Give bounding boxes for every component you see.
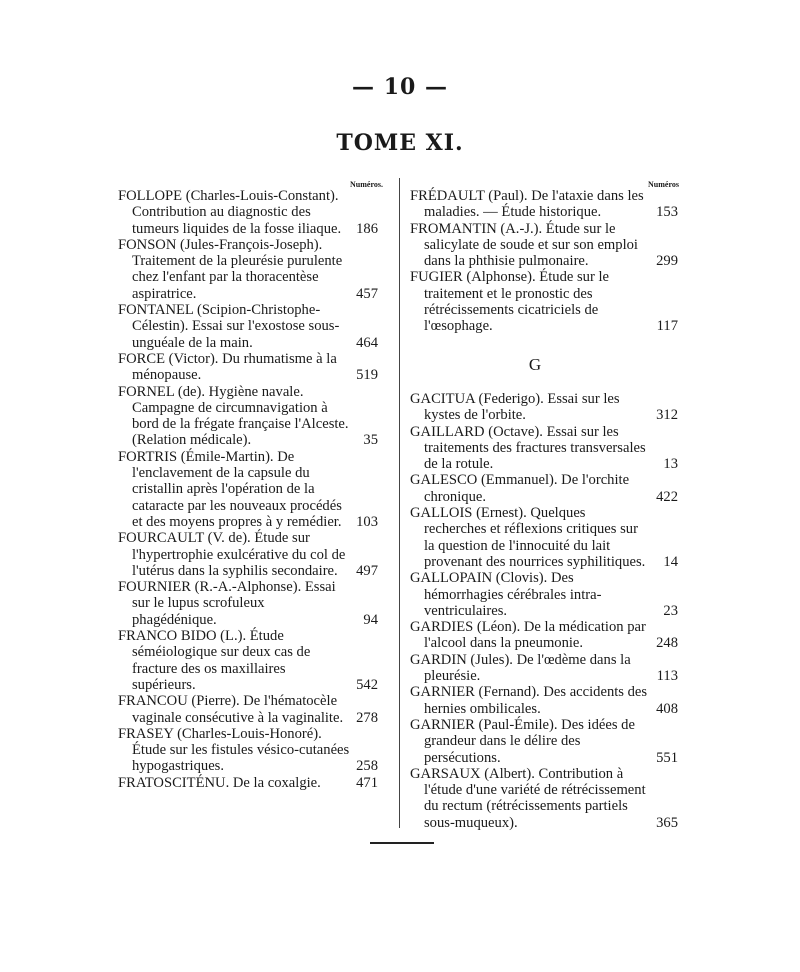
entry-number: 299 <box>656 253 678 270</box>
entry-number: 471 <box>356 774 378 791</box>
index-entry: FRATOSCITÉNU. De la coxalgie. 471 <box>118 774 378 791</box>
right-column <box>410 188 680 831</box>
index-entry: FRANCO BIDO (L.). Étude séméiologique sur deux cas de fracture des os maxillaires supérieurs. 542 <box>118 628 378 693</box>
index-entry: FONTANEL (Scipion-Christophe-Célestin). Essai sur l'exostose sous-unguéale de la main. 464 <box>118 302 378 351</box>
entry-number: 113 <box>656 668 678 685</box>
entry-number: 542 <box>356 676 378 693</box>
entry-number: 551 <box>656 749 678 766</box>
index-entry: FONSON (Jules-François-Joseph). Traitement de la pleurésie purulente chez l'enfant par la thoracentèse aspiratrice. 457 <box>118 236 378 302</box>
index-entry: FROMANTIN (A.-J.). Étude sur le salicylate de soude et sur son emploi dans la phthisie pulmonaire. 299 <box>410 220 678 270</box>
entry-number: 464 <box>356 334 378 351</box>
index-entry: FORCE (Victor). Du rhumatisme à la ménopause. 519 <box>118 350 378 384</box>
index-entry: FORNEL (de). Hygiène navale. Campagne de circumnavigation à bord de la frégate française l'Alceste. (Relation médicale). 35 <box>118 383 378 449</box>
entry-number: 408 <box>656 700 678 717</box>
index-entry: GACITUA (Federigo). Essai sur les kystes de l'orbite. 312 <box>410 390 678 424</box>
entry-number: 248 <box>656 635 678 652</box>
entry-number: 519 <box>356 367 378 384</box>
index-entry: FOURCAULT (V. de). Étude sur l'hypertrophie exulcérative du col de l'utérus dans la syphilis secondaire. 497 <box>118 530 378 579</box>
volume-title: TOME XI. <box>336 130 464 156</box>
index-entry: FRASEY (Charles-Louis-Honoré). Étude sur les fistules vésico-cutanées hypogastriques. 258 <box>118 725 378 775</box>
entry-number: 365 <box>656 814 678 831</box>
entry-number: 422 <box>656 488 678 505</box>
index-entry: GARNIER (Paul-Émile). Des idées de grandeur dans le délire des persécutions. 551 <box>410 716 678 766</box>
column-label-right: Numéros <box>648 180 679 189</box>
entry-number: 13 <box>663 456 678 473</box>
entry-number: 23 <box>663 602 678 619</box>
column-divider <box>399 178 400 828</box>
index-entry: GARSAUX (Albert). Contribution à l'étude d'une variété de rétrécissement du rectum (rétrécissements partiels sous-muqueux). 365 <box>410 765 678 831</box>
index-entry: GALESCO (Emmanuel). De l'orchite chronique. 422 <box>410 472 678 505</box>
entry-number: 117 <box>656 318 678 335</box>
index-entry: FUGIER (Alphonse). Étude sur le traitement et le pronostic des rétrécissements cicatriciels de l'œsophage. 117 <box>410 269 678 335</box>
index-entry: GARNIER (Fernand). Des accidents des hernies ombilicales. 408 <box>410 684 678 717</box>
index-entry: GARDIN (Jules). De l'œdème dans la pleurésie. 113 <box>410 651 678 685</box>
index-entry: FORTRIS (Émile-Martin). De l'enclavement de la capsule du cristallin après l'opération de la cataracte par les nouveaux procédés et des moyens propres à y remédier. 103 <box>118 448 378 530</box>
entry-number: 94 <box>363 611 378 628</box>
entry-number: 103 <box>356 513 378 530</box>
bottom-rule <box>370 842 434 844</box>
column-label-left: Numéros. <box>350 180 383 189</box>
index-entry: GARDIES (Léon). De la médication par l'alcool dans la pneumonie. 248 <box>410 619 678 652</box>
entry-number: 35 <box>363 432 378 449</box>
entry-number: 14 <box>663 553 678 570</box>
index-entry: FOLLOPE (Charles-Louis-Constant). Contribution au diagnostic des tumeurs liquides de la fosse iliaque. 186 <box>118 188 378 237</box>
entry-number: 258 <box>356 758 378 775</box>
page-number: — 10 — <box>352 74 448 100</box>
index-entry: GAILLARD (Octave). Essai sur les traitements des fractures transversales de la rotule. 13 <box>410 423 678 473</box>
entry-number: 186 <box>356 220 378 237</box>
index-entry: GALLOPAIN (Clovis). Des hémorrhagies cérébrales intra-ventriculaires. 23 <box>410 570 678 619</box>
entry-number: 278 <box>356 709 378 726</box>
entry-number: 457 <box>356 285 378 302</box>
entry-number: 497 <box>356 562 378 579</box>
section-letter: G <box>528 354 542 374</box>
index-entry: FRANCOU (Pierre). De l'hématocèle vaginale consécutive à la vaginalite. 278 <box>118 693 378 726</box>
entry-number: 312 <box>656 407 678 424</box>
index-entry: FRÉDAULT (Paul). De l'ataxie dans les maladies. — Étude historique. 153 <box>410 188 678 221</box>
index-entry: FOURNIER (R.-A.-Alphonse). Essai sur le lupus scrofuleux phagédénique. 94 <box>118 579 378 628</box>
left-column <box>118 188 380 791</box>
index-entry: GALLOIS (Ernest). Quelques recherches et réflexions critiques sur la question de l'innocuité du lait provenant des nourrices syphilitiques. 14 <box>410 505 678 570</box>
entry-number: 153 <box>656 204 678 221</box>
